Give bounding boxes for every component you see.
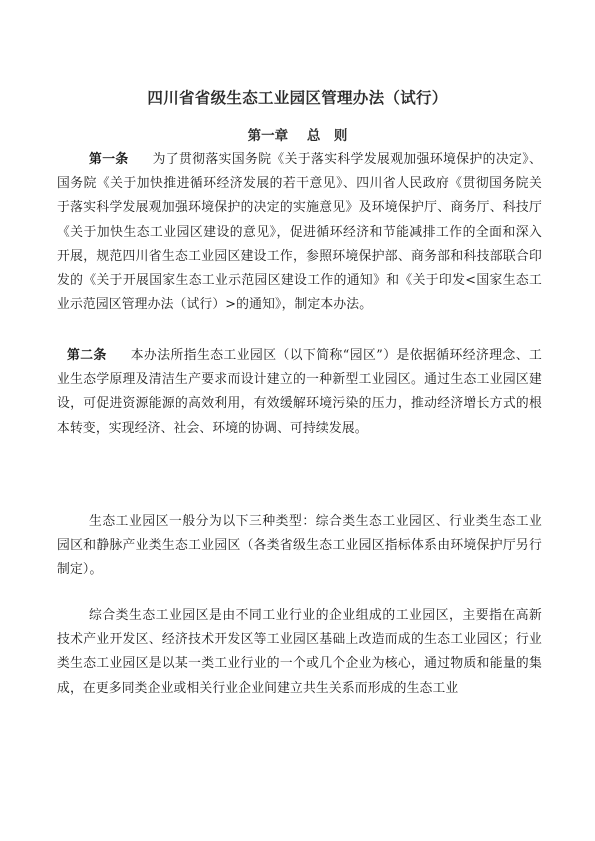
article-2-text: 本办法所指生态工业园区（以下简称“园区”）是依据循环经济理念、工业生态学原理及清洁生产要求而设计建立的一种新型工业园区。通过生态工业园区建设，可促进资源能源的高效利用，有效缓解环境污染的压力，推动经济增长方式的根本转变，实现经济、社会、环境的协调、可持续发展。 <box>57 348 543 436</box>
chapter-heading <box>0 124 595 144</box>
document-title: 四川省省级生态工业园区管理办法（试行） <box>147 89 448 107</box>
article-1-label: 第一条 <box>89 152 129 167</box>
article-2-label: 第二条 <box>67 348 107 363</box>
paragraph-park-definitions: 综合类生态工业园区是由不同工业行业的企业组成的工业园区，主要指在高新技术产业开发区、经济技术开发区等工业园区基础上改造而成的生态工业园区；行业类生态工业园区是以某一类工业行业的一个或几个企业为核心，通过物质和能量的集成，在更多同类企业或相关行业企业间建立共生关系而形成的生态工业 <box>57 608 542 696</box>
article-1-text: 为了贯彻落实国务院《关于落实科学发展观加强环境保护的决定》、国务院《关于加快推进循环经济发展的若干意见》、四川省人民政府《贯彻国务院关于落实科学发展观加强环境保护的决定的实施意见》及环境保护厅、商务厅、科技厅《关于加快生态工业园区建设的意见》，促进循环经济和节能减排工作的全面和深入开展，规范四川省生态工业园区建设工作，参照环境保护部、商务部和科技部联合印发的《关于开展国家生态工业示范园区建设工作的通知》和《关于印发<国家生态工业示范园区管理办法（试行）>的通知》，制定本办法。 <box>57 152 542 313</box>
chapter-name: 总 则 <box>306 128 348 144</box>
paragraph-park-types: 生态工业园区一般分为以下三种类型：综合类生态工业园区、行业类生态工业园区和静脉产业类生态工业园区（各类省级生态工业园区指标体系由环境保护厅另行制定）。 <box>57 514 542 578</box>
chapter-number: 第一章 <box>247 128 289 144</box>
article-2 <box>57 344 542 441</box>
article-1 <box>57 148 542 317</box>
